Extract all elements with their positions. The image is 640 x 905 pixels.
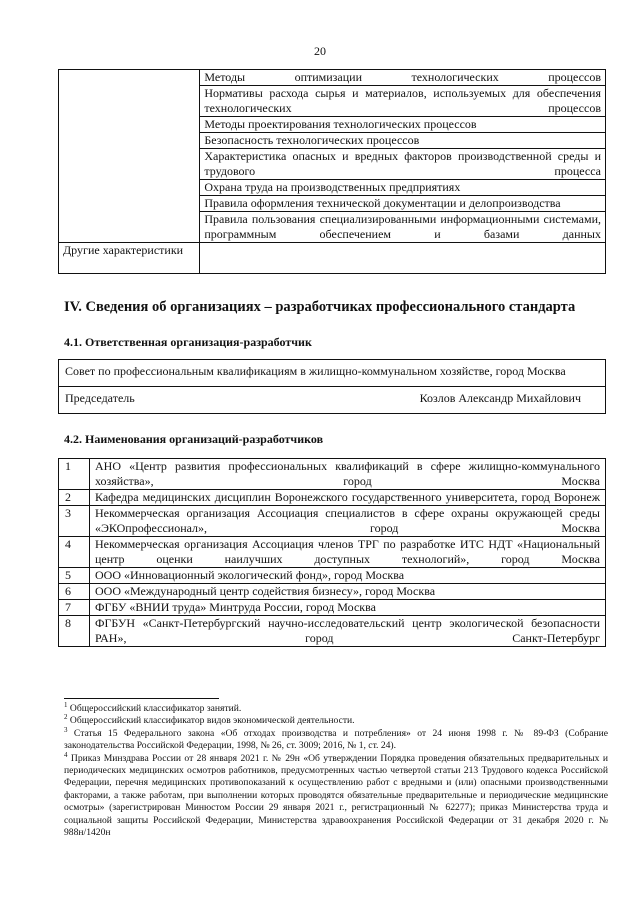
org-name: Некоммерческая организация Ассоциация членов ТРГ по разработке ИТС НДТ «Национальный центр оценки наилучших доступных технологий», город Москва bbox=[90, 537, 606, 568]
row-number: 7 bbox=[59, 600, 90, 616]
knowledge-item: Характеристика опасных и вредных факторов производственной среды и трудового процесса bbox=[200, 149, 606, 180]
footnote-2 bbox=[64, 715, 608, 727]
row-number: 6 bbox=[59, 584, 90, 600]
signatory-name: Козлов Александр Михайлович bbox=[419, 391, 581, 405]
section-title: IV. Сведения об организациях – разработчиках профессионального стандарта bbox=[64, 299, 576, 315]
footnote-text: Общероссийский классификатор занятий. bbox=[69, 703, 242, 714]
knowledge-item: Методы проектирования технологических процессов bbox=[200, 117, 606, 133]
table-row bbox=[59, 459, 606, 490]
footnote-3 bbox=[64, 725, 608, 753]
footnote-text: Общероссийский классификатор видов экономической деятельности. bbox=[69, 715, 355, 727]
table-row bbox=[59, 584, 606, 600]
footnote-separator bbox=[64, 698, 219, 699]
responsible-org-heading: 4.1. Ответственная организация-разработчик bbox=[64, 335, 312, 349]
table-row bbox=[59, 506, 606, 537]
org-name: Некоммерческая организация Ассоциация специалистов в сфере охраны окружающей среды «ЭКОпрофессионал», город Москва bbox=[90, 506, 606, 537]
footnote-mark: 3 bbox=[64, 725, 68, 734]
footnotes bbox=[64, 700, 608, 839]
knowledge-item: Безопасность технологических процессов bbox=[200, 133, 606, 149]
table-row bbox=[59, 600, 606, 616]
footnote-mark: 2 bbox=[64, 713, 68, 722]
footnote-4 bbox=[64, 750, 608, 840]
org-name: ООО «Международный центр содействия бизнесу», город Москва bbox=[90, 584, 606, 600]
row-number: 3 bbox=[59, 506, 90, 537]
other-characteristics-value bbox=[200, 243, 606, 274]
developer-orgs-heading: 4.2. Наименования организаций-разработчиков bbox=[64, 432, 324, 446]
knowledge-item: Нормативы расхода сырья и материалов, используемых для обеспечения технологических процессов bbox=[200, 86, 606, 117]
other-characteristics-label: Другие характеристики bbox=[59, 243, 200, 274]
row-number: 1 bbox=[59, 459, 90, 490]
responsible-org-table bbox=[58, 359, 606, 414]
responsible-org-name: Совет по профессиональным квалификациям в жилищно-коммунальном хозяйстве, город Москва bbox=[59, 360, 606, 387]
page-number: 20 bbox=[314, 44, 326, 58]
row-number: 5 bbox=[59, 568, 90, 584]
row-number: 8 bbox=[59, 616, 90, 647]
table-row bbox=[59, 537, 606, 568]
footnote-text: Приказ Минздрава России от 28 января 2021 г. № 29н «Об утверждении Порядка проведения обязательных предварительных и периодических медицинских осмотров работников, предусмотренных частью четвертой статьи 213 Трудового кодекса Российской Федерации, перечня медицинских противопоказаний к осуществлению работ с вредными и (или) опасными производственными факторами, а также работам, при выполнении которых проводятся обязательные предварительные и периодические медицинские осмотры» (зарегистрирован Минюстом России 29 января 2021 г., регистрационный № 62277); приказ Министерства труда и социальной защиты Российской Федерации, Министерства здравоохранения Российской Федерации от 31 декабря 2020 г. № 988н/1420н bbox=[64, 752, 608, 839]
table-row bbox=[59, 616, 606, 647]
signatory-position: Председатель bbox=[65, 391, 135, 405]
knowledge-item: Охрана труда на производственных предприятиях bbox=[200, 180, 606, 196]
footnote-text: Статья 15 Федерального закона «Об отходах производства и потребления» от 24 июня 1998 г. № 89-ФЗ (Собрание законодательства Российской Федерации, 1998, № 26, ст. 3009; 2016, № 1, ст. 24). bbox=[64, 727, 608, 752]
table-row bbox=[59, 490, 606, 506]
org-name: ФГБУ «ВНИИ труда» Минтруда России, город Москва bbox=[90, 600, 606, 616]
org-name: АНО «Центр развития профессиональных квалификаций в сфере жилищно-коммунального хозяйства», город Москва bbox=[90, 459, 606, 490]
knowledge-table bbox=[58, 69, 606, 274]
footnote-mark: 4 bbox=[64, 750, 68, 759]
row-number: 4 bbox=[59, 537, 90, 568]
org-name: ФГБУН «Санкт-Петербургский научно-исследовательский центр экологической безопасности РАН», город Санкт-Петербург bbox=[90, 616, 606, 647]
row-number: 2 bbox=[59, 490, 90, 506]
knowledge-item: Методы оптимизации технологических процессов bbox=[200, 70, 606, 86]
responsible-org-signatory bbox=[59, 387, 606, 414]
footnote-1 bbox=[64, 700, 608, 715]
knowledge-item: Правила оформления технической документации и делопроизводства bbox=[200, 196, 606, 212]
knowledge-label-cell bbox=[59, 70, 200, 243]
knowledge-item: Правила пользования специализированными информационными системами, программным обеспечением и базами данных bbox=[200, 212, 606, 243]
footnote-mark: 1 bbox=[64, 700, 68, 709]
developer-orgs-table bbox=[58, 458, 606, 647]
table-row bbox=[59, 568, 606, 584]
org-name: ООО «Инновационный экологический фонд», город Москва bbox=[90, 568, 606, 584]
org-name: Кафедра медицинских дисциплин Воронежского государственного университета, город Воронеж bbox=[90, 490, 606, 506]
